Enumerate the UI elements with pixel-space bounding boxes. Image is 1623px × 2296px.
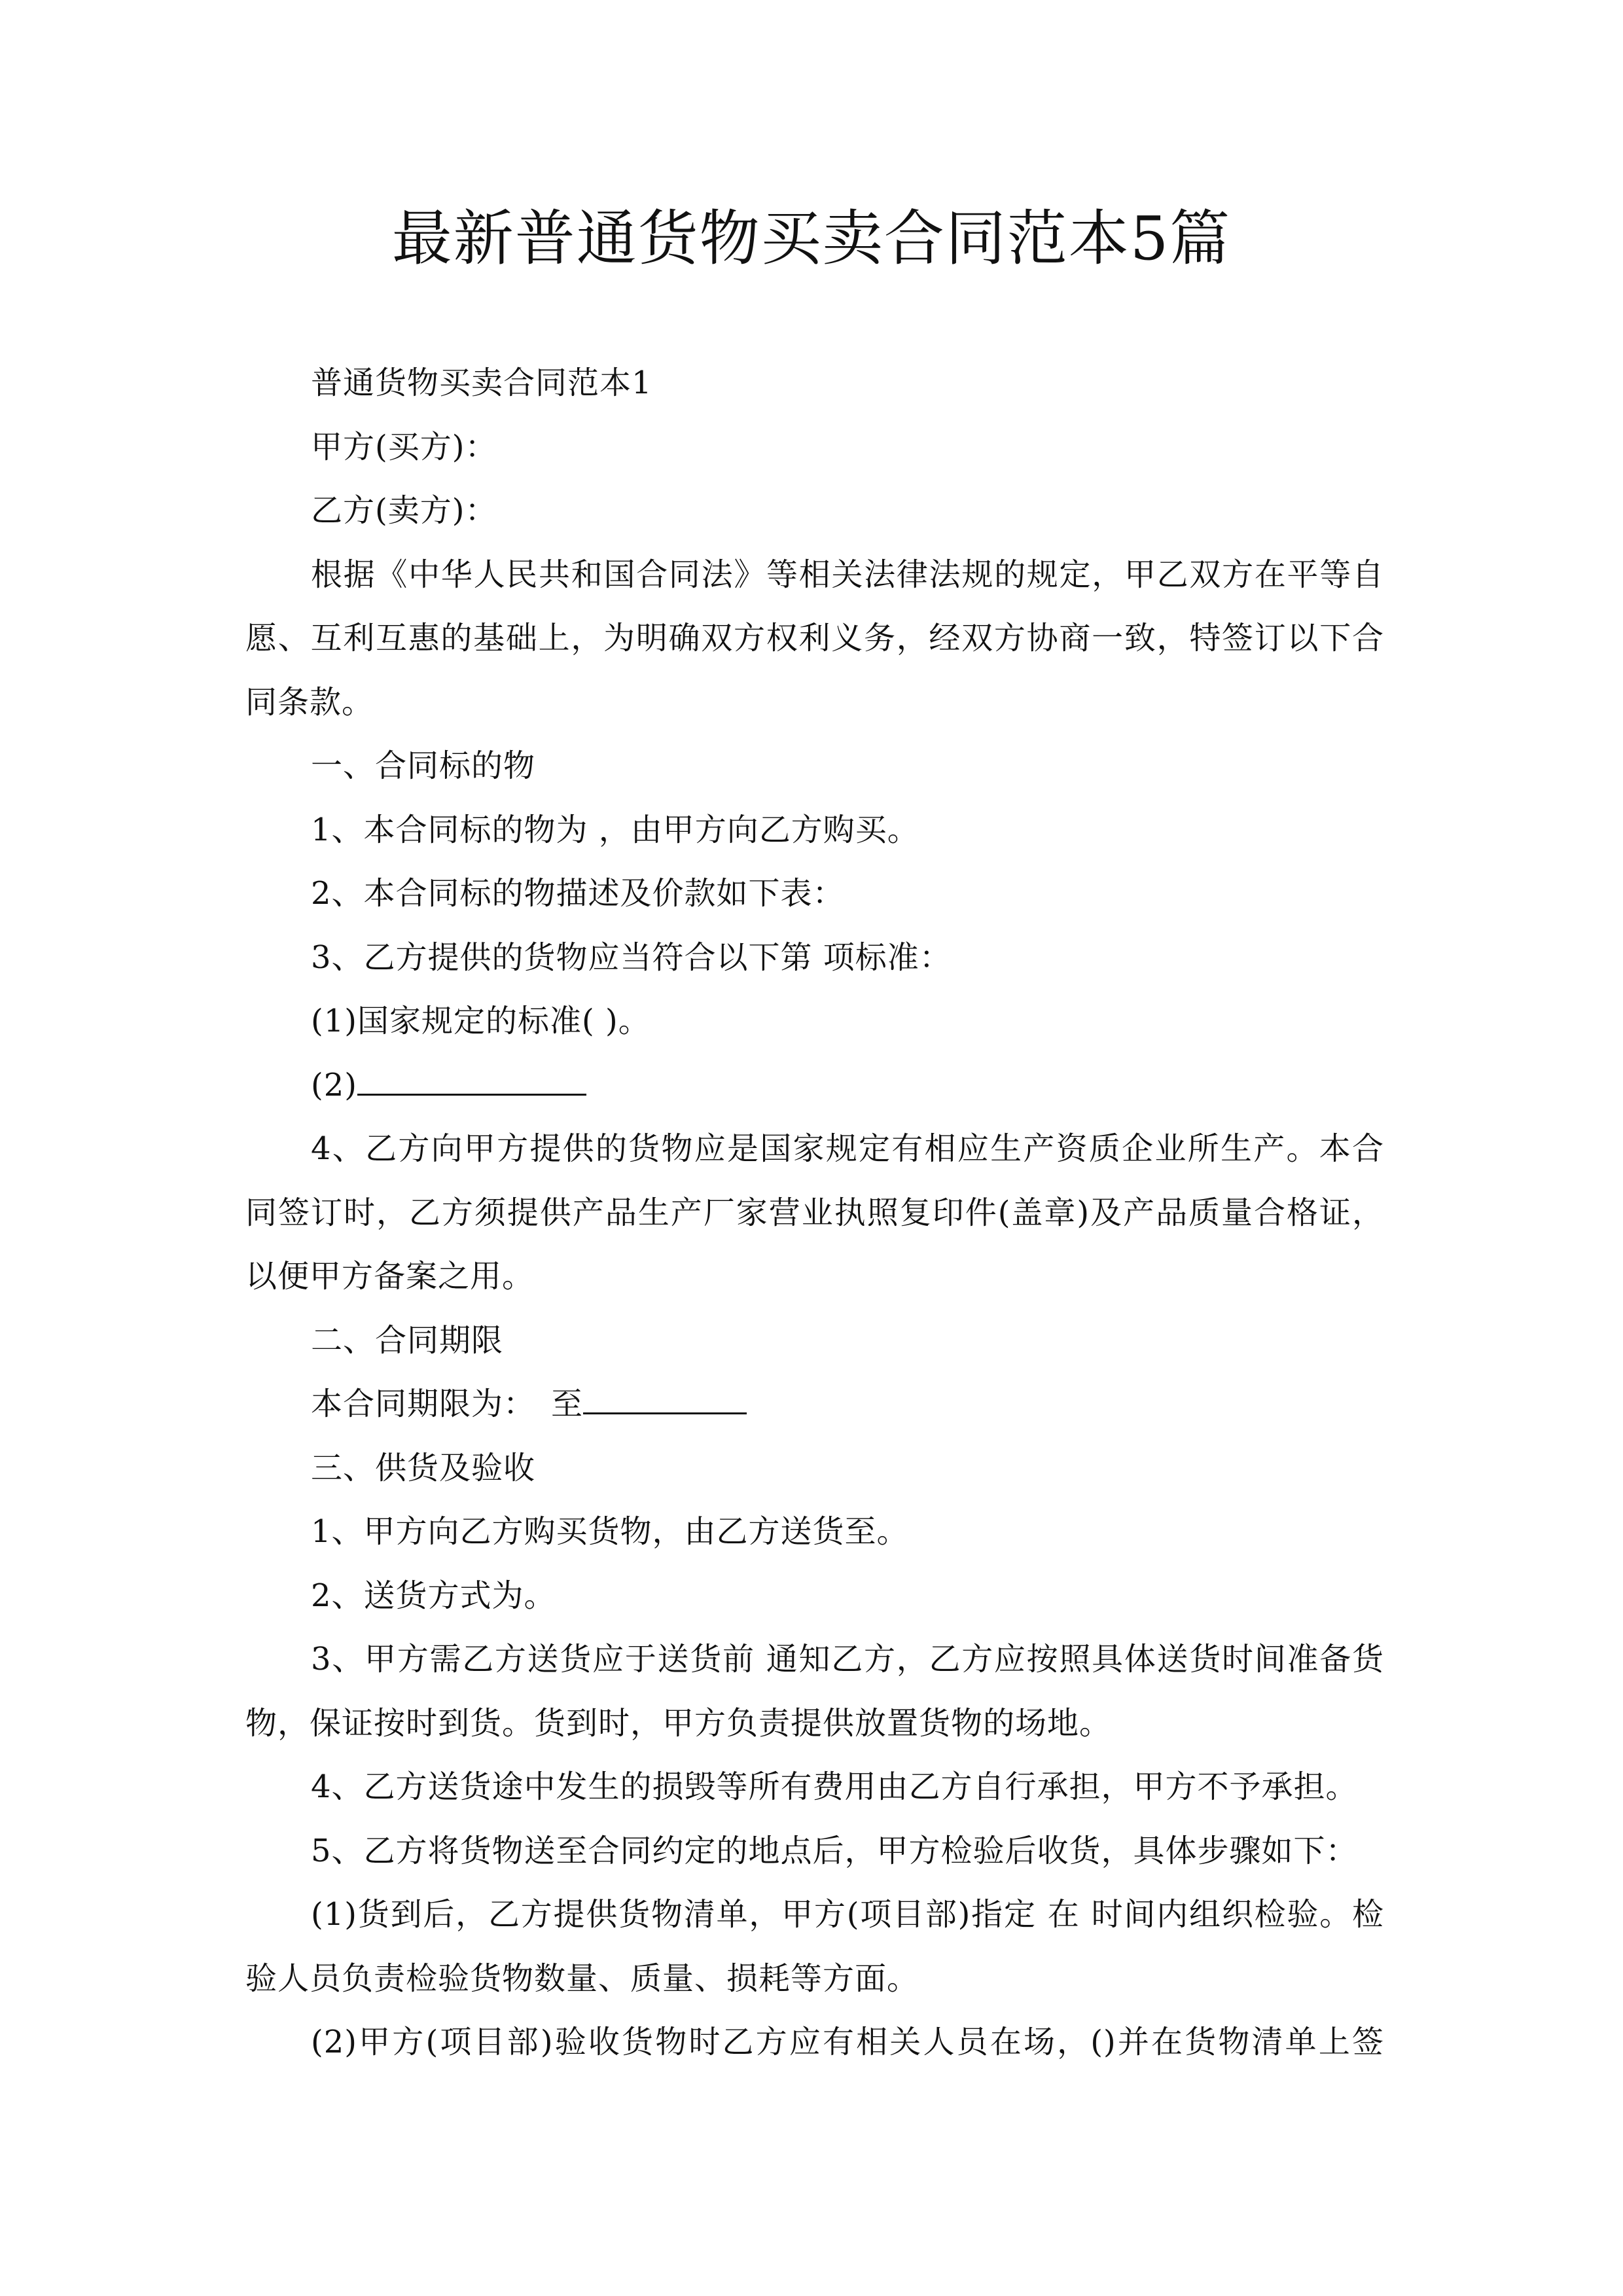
party-a-line: 甲方(买方)： xyxy=(311,428,497,465)
article3-sub1-line-2: 验人员负责检验货物数量、质量、损耗等方面。 xyxy=(245,1960,919,1997)
article1-sub2 xyxy=(245,1054,1384,1118)
fill-in-blank xyxy=(583,1390,747,1414)
article1-item4-line-3: 以便甲方备案之用。 xyxy=(245,1258,535,1295)
term-prefix: 本合同期限为： xyxy=(311,1386,536,1422)
article3-item1: 1、甲方向乙方购买货物，由乙方送货至。 xyxy=(311,1513,909,1550)
article3-item4: 4、乙方送货途中发生的损毁等所有费用由乙方自行承担，甲方不予承担。 xyxy=(311,1768,1358,1805)
article3-sub1-line-1: (1)货到后，乙方提供货物清单，甲方(项目部)指定 在 时间内组织检验。检 xyxy=(311,1896,1384,1933)
article3-item3-line-2: 物，保证按时到货。货到时，甲方负责提供放置货物的场地。 xyxy=(245,1704,1112,1742)
article3-sub2: (2)甲方(项目部)验收货物时乙方应有相关人员在场，()并在货物清单上签 xyxy=(311,2024,1384,2060)
article1-item4-line-1: 4、乙方向甲方提供的货物应是国家规定有相应生产资质企业所生产。本合 xyxy=(311,1130,1384,1167)
preamble-line-1: 根据《中华人民共和国合同法》等相关法律法规的规定，甲乙双方在平等自 xyxy=(311,556,1384,593)
term-to: 至 xyxy=(551,1386,584,1422)
article3-item2: 2、送货方式为。 xyxy=(311,1577,556,1614)
preamble-line-3: 同条款。 xyxy=(245,683,374,721)
article2-term xyxy=(245,1372,1384,1437)
article1-heading: 一、合同标的物 xyxy=(311,747,536,784)
article3-heading: 三、供货及验收 xyxy=(311,1449,536,1486)
article1-item3: 3、乙方提供的货物应当符合以下第 项标准： xyxy=(311,939,952,976)
preamble-line-2: 愿、互利互惠的基础上，为明确双方权利义务，经双方协商一致，特签订以下合 xyxy=(245,620,1384,656)
article1-item1: 1、本合同标的物为 ，由甲方向乙方购买。 xyxy=(311,811,919,848)
article1-item4-line-2: 同签订时，乙方须提供产品生产厂家营业执照复印件(盖章)及产品质量合格证， xyxy=(245,1194,1384,1231)
section-title: 普通货物买卖合同范本1 xyxy=(311,365,652,401)
article1-sub2-prefix: (2) xyxy=(311,1066,357,1103)
document-body xyxy=(245,351,1384,2075)
article1-sub1: (1)国家规定的标准( )。 xyxy=(311,1003,651,1039)
article3-item5: 5、乙方将货物送至合同约定的地点后，甲方检验后收货，具体步骤如下： xyxy=(311,1832,1358,1869)
article1-item2: 2、本合同标的物描述及价款如下表： xyxy=(311,875,845,912)
party-b-line: 乙方(卖方)： xyxy=(311,492,497,529)
fill-in-blank xyxy=(357,1071,586,1096)
article2-heading: 二、合同期限 xyxy=(311,1321,504,1359)
document-title: 最新普通货物买卖合同范本5篇 xyxy=(391,204,1232,274)
article3-item3-line-1: 3、甲方需乙方送货应于送货前 通知乙方，乙方应按照具体送货时间准备货 xyxy=(311,1641,1384,1677)
